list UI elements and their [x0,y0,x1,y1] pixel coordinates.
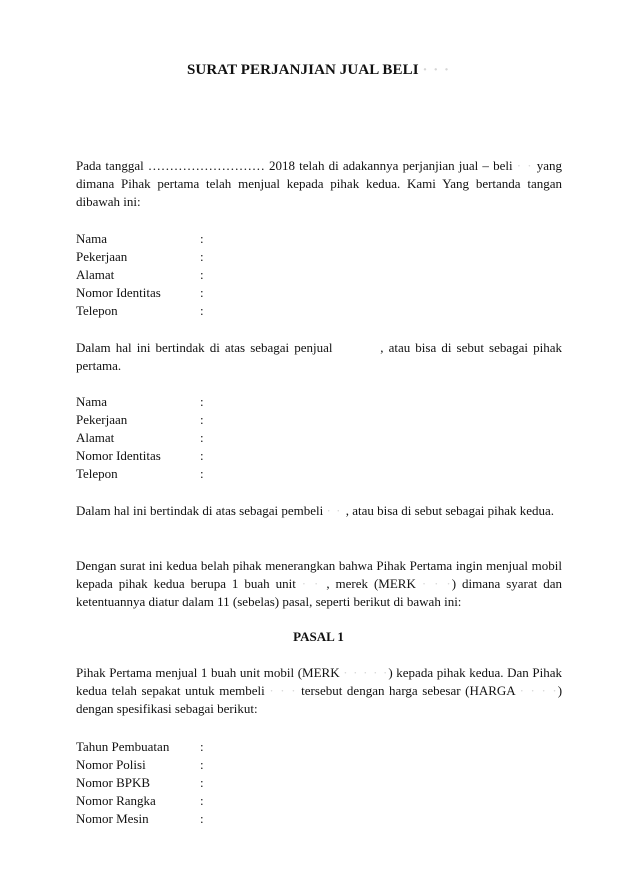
field-separator: : [200,793,204,808]
field-separator: : [200,303,204,318]
field-separator: : [200,249,204,264]
party2-role-paragraph [76,502,562,520]
field-row [76,792,210,810]
field-label: Nomor Identitas [76,285,161,300]
pasal1-text: Pihak Pertama menjual 1 buah unit mobil (MERK [76,665,340,680]
field-separator: : [200,775,204,790]
field-separator: : [200,811,204,826]
field-label: Nama [76,394,108,409]
agreement-text-2: , merek (MERK [326,576,416,591]
redacted-mark: · · [516,158,533,173]
field-label: Nomor Identitas [76,448,161,463]
field-row [76,266,210,284]
redacted-mark: · · · [421,576,452,591]
field-separator: : [200,394,204,409]
field-row [76,230,210,248]
pasal1-text-3: tersebut dengan harga sebesar (HARGA [301,683,515,698]
field-row [76,393,210,411]
party2-role-text: Dalam hal ini bertindak di atas sebagai pembeli [76,503,324,518]
agreement-text-3: ) dimana syarat dan ketentuannya diatur dalam 11 (sebelas) pasal, seperti berikut di bawah ini: [76,576,562,609]
field-row [76,810,210,828]
field-row [76,411,210,429]
redacted-mark: · · · · [519,683,558,698]
redacted-mark: · · [301,576,327,591]
intro-text-line2: yang dimana Pihak pertama telah menjual kepada pihak kedua. Kami Yang bertanda tangan dibawah ini: [76,158,563,209]
field-separator: : [200,412,204,427]
party1-role-paragraph [76,339,562,375]
party1-role-text-end: , atau bisa di sebut sebagai pihak pertama. [76,340,563,373]
field-label: Alamat [76,267,115,282]
field-separator: : [200,448,204,463]
field-separator: : [200,739,204,754]
field-row [76,302,210,320]
party2-fields [76,393,210,483]
party1-fields [76,230,210,320]
redacted-mark: · · · · · [343,665,389,680]
vehicle-fields [76,738,210,828]
intro-paragraph [76,157,562,211]
field-separator: : [200,466,204,481]
field-row [76,447,210,465]
field-row [76,465,210,483]
field-row [76,756,210,774]
field-row [76,248,210,266]
party2-role-text-end: , atau bisa di sebut sebagai pihak kedua. [345,503,555,518]
field-row [76,774,210,792]
redacted-mark: · · · [269,683,297,698]
pasal1-text-4: ) dengan spesifikasi sebagai berikut: [76,683,563,716]
field-label: Nomor Polisi [76,757,146,772]
field-label: Alamat [76,430,115,445]
redacted-mark: · · [326,503,346,518]
field-label: Pekerjaan [76,412,128,427]
field-separator: : [200,757,204,772]
document-title [0,62,637,79]
party1-role-text: Dalam hal ini bertindak di atas sebagai penjual [76,340,333,355]
field-label: Nomor BPKB [76,775,151,790]
field-separator: : [200,267,204,282]
agreement-paragraph [76,557,562,611]
field-label: Telepon [76,466,118,481]
redacted-mark [338,340,381,355]
field-label: Telepon [76,303,118,318]
field-row [76,284,210,302]
field-row [76,738,210,756]
agreement-text: Dengan surat ini kedua belah pihak menerangkan bahwa Pihak Pertama ingin menjual mobil kepada pihak kedua berupa 1 buah unit [76,558,562,591]
pasal1-paragraph [76,664,562,718]
section-heading: PASAL 1 [293,629,344,644]
redacted-mark: · · · [422,62,451,78]
pasal1-text-2: ) kepada pihak kedua. Dan Pihak kedua telah sepakat untuk membeli [76,665,562,698]
field-label: Nomor Mesin [76,811,149,826]
field-label: Nomor Rangka [76,793,156,808]
field-label: Tahun Pembuatan [76,739,170,754]
document-title-text: SURAT PERJANJIAN JUAL BELI [186,62,419,78]
field-separator: : [200,231,204,246]
field-label: Pekerjaan [76,249,128,264]
field-separator: : [200,430,204,445]
field-separator: : [200,285,204,300]
intro-text: Pada tanggal ……………………… 2018 telah di adakannya perjanjian jual – beli [76,158,513,173]
field-row [76,429,210,447]
field-label: Nama [76,231,108,246]
